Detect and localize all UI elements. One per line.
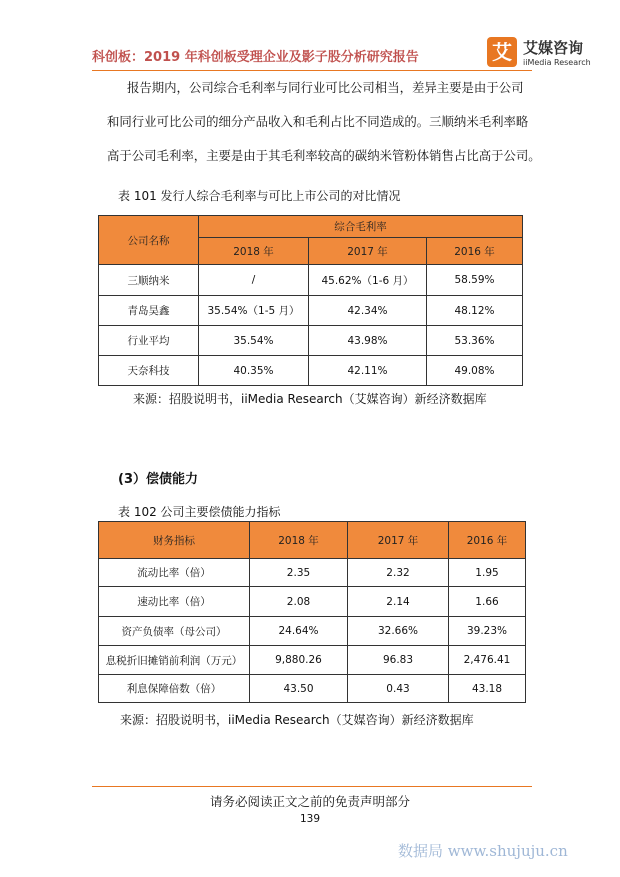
row-label: 息税折旧摊销前利润（万元）: [99, 646, 250, 675]
table-row: [99, 646, 526, 675]
column-header-metric: 财务指标: [99, 522, 250, 559]
table-row: [99, 356, 523, 386]
disclaimer-notice: 请务必阅读正文之前的免责声明部分: [209, 794, 410, 809]
column-header-year: 2017 年: [309, 238, 427, 265]
iimedia-logo: [487, 37, 597, 71]
gross-margin-table: [98, 215, 523, 386]
table-cell: 35.54%（1-5 月）: [199, 296, 309, 326]
table-header-row: [99, 522, 526, 559]
header-divider: [92, 70, 532, 71]
table-row: [99, 559, 526, 587]
paragraph-line-2: 和同行业可比公司的细分产品收入和毛利占比不同造成的。三顺纳米毛利率略: [107, 114, 529, 129]
table-cell: 53.36%: [427, 326, 523, 356]
report-title: 科创板：2019 年科创板受理企业及影子股分析研究报告: [92, 50, 419, 65]
table-cell: 1.66: [449, 587, 526, 617]
solvency-table: [98, 521, 526, 703]
table-101-caption: 表 101 发行人综合毛利率与可比上市公司的对比情况: [118, 189, 401, 203]
table-cell: 42.34%: [309, 296, 427, 326]
table-102-source: 来源：招股说明书，iiMedia Research（艾媒咨询）新经济数据库: [120, 713, 474, 727]
table-row: [99, 617, 526, 646]
column-header-year: 2018 年: [199, 238, 309, 265]
column-header-company: 公司名称: [99, 216, 199, 265]
table-101-source: 来源：招股说明书，iiMedia Research（艾媒咨询）新经济数据库: [133, 392, 487, 406]
table-cell: /: [199, 265, 309, 296]
row-label: 天奈科技: [99, 356, 199, 386]
watermark: 数据局 www.shujuju.cn: [398, 842, 568, 860]
table-cell: 40.35%: [199, 356, 309, 386]
row-label: 青岛昊鑫: [99, 296, 199, 326]
table-cell: 2.32: [348, 559, 449, 587]
row-label: 行业平均: [99, 326, 199, 356]
table-row: [99, 587, 526, 617]
page-number: 139: [299, 813, 321, 825]
table-cell: 1.95: [449, 559, 526, 587]
table-cell: 48.12%: [427, 296, 523, 326]
table-cell: 24.64%: [250, 617, 348, 646]
table-cell: 43.50: [250, 675, 348, 703]
row-label: 利息保障倍数（倍）: [99, 675, 250, 703]
table-cell: 42.11%: [309, 356, 427, 386]
row-label: 资产负债率（母公司）: [99, 617, 250, 646]
table-cell: 32.66%: [348, 617, 449, 646]
table-cell: 2,476.41: [449, 646, 526, 675]
table-102-caption: 表 102 公司主要偿债能力指标: [118, 505, 281, 519]
logo-english-name: iiMedia Research: [523, 58, 591, 67]
column-group-gross-margin: 综合毛利率: [199, 216, 523, 238]
table-row: [99, 326, 523, 356]
table-cell: 0.43: [348, 675, 449, 703]
column-header-year: 2018 年: [250, 522, 348, 559]
column-header-year: 2016 年: [427, 238, 523, 265]
table-cell: 45.62%（1-6 月）: [309, 265, 427, 296]
logo-name: 艾媒咨询: [523, 39, 584, 57]
paragraph-line-1: 报告期内，公司综合毛利率与同行业可比公司相当，差异主要是由于公司: [127, 80, 524, 95]
table-cell: 96.83: [348, 646, 449, 675]
table-cell: 9,880.26: [250, 646, 348, 675]
column-header-year: 2017 年: [348, 522, 449, 559]
footer-divider: [92, 786, 532, 787]
table-cell: 49.08%: [427, 356, 523, 386]
table-cell: 39.23%: [449, 617, 526, 646]
table-cell: 35.54%: [199, 326, 309, 356]
table-cell: 2.08: [250, 587, 348, 617]
section-heading: (3）偿债能力: [118, 472, 198, 487]
table-cell: 2.35: [250, 559, 348, 587]
table-header-row: [99, 216, 523, 238]
row-label: 三顺纳米: [99, 265, 199, 296]
row-label: 速动比率（倍）: [99, 587, 250, 617]
paragraph-line-3: 高于公司毛利率，主要是由于其毛利率较高的碳纳米管粉体销售占比高于公司。: [107, 148, 541, 163]
logo-mark-icon: 艾: [487, 37, 517, 67]
table-row: [99, 675, 526, 703]
table-row: [99, 296, 523, 326]
row-label: 流动比率（倍）: [99, 559, 250, 587]
table-row: [99, 265, 523, 296]
column-header-year: 2016 年: [449, 522, 526, 559]
table-cell: 43.18: [449, 675, 526, 703]
table-cell: 43.98%: [309, 326, 427, 356]
table-cell: 2.14: [348, 587, 449, 617]
table-cell: 58.59%: [427, 265, 523, 296]
